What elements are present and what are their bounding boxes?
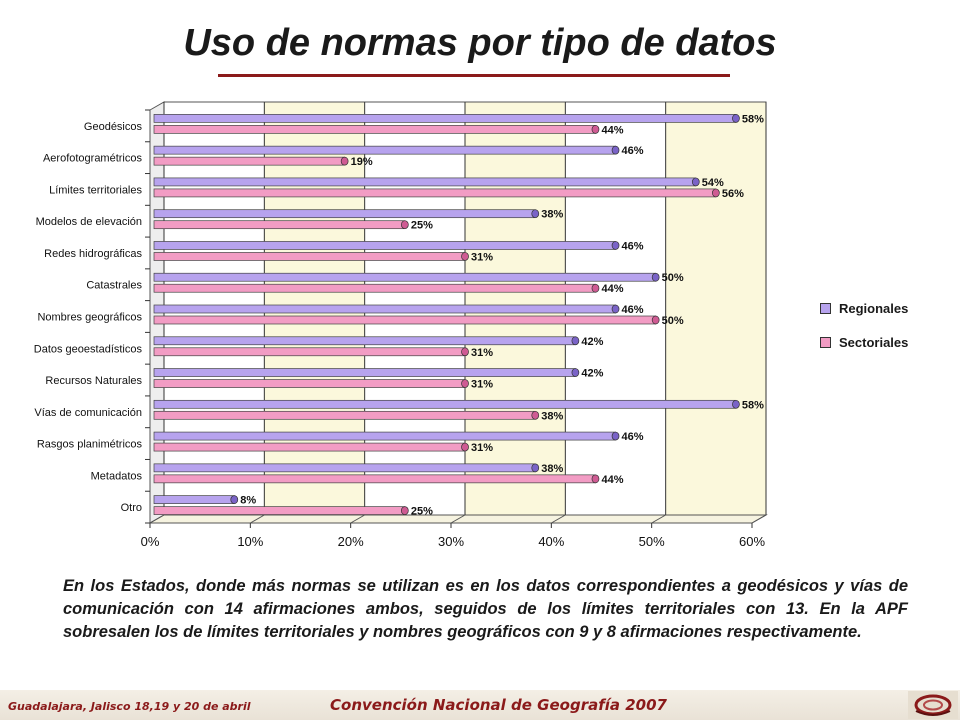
bar-cap (712, 189, 719, 197)
bar-cap (592, 284, 599, 292)
data-label: 38% (541, 208, 564, 221)
bar-cap (341, 157, 348, 165)
bar-cap (572, 369, 579, 377)
bar-cap (532, 411, 539, 419)
y-tick-label: Recursos Naturales (45, 375, 142, 388)
bar-sectoriales (154, 475, 595, 483)
bar-sectoriales (154, 189, 716, 197)
x-tick-label: 60% (738, 534, 766, 549)
bar-regionales (154, 464, 535, 472)
legend-swatch-sectoriales (820, 337, 831, 348)
bar-sectoriales (154, 348, 465, 356)
bar-regionales (154, 369, 575, 377)
bar-cap (692, 178, 699, 186)
bar-regionales (154, 496, 234, 504)
x-tick-label: 50% (638, 534, 665, 549)
data-label: 31% (471, 251, 494, 264)
bar-sectoriales (154, 411, 535, 419)
bar-sectoriales (154, 252, 465, 260)
bar-cap (462, 443, 469, 451)
legend-item-regionales (820, 300, 908, 316)
bar-cap (732, 114, 739, 122)
x-tick-label: 20% (337, 534, 364, 549)
data-label: 44% (601, 124, 624, 137)
bar-regionales (154, 241, 616, 249)
bar-cap (572, 337, 579, 345)
bar-regionales (154, 114, 736, 122)
y-tick-label: Otro (120, 502, 142, 515)
legend-label-sectoriales: Sectoriales (839, 334, 909, 350)
bar-cap (652, 273, 659, 281)
data-label: 46% (621, 240, 644, 253)
bar-sectoriales (154, 380, 465, 388)
y-tick-label: Límites territoriales (49, 184, 142, 197)
bar-cap (612, 432, 619, 440)
caption-text: En los Estados, donde más normas se utilizan es en los datos correspondientes a geodésicos y vías de comunicación con 14 afirmaciones ambos, seguidos de los límites territoriales con 13. En la APF sobresalen los de límites territoriales y nombres geográficos con 9 y 8 afirmaciones respectivamente. (63, 577, 908, 641)
bar-cap (532, 210, 539, 218)
convention-logo-icon (908, 691, 958, 719)
y-tick-label: Modelos de elevación (35, 216, 142, 229)
y-tick-label: Catastrales (86, 279, 142, 292)
y-tick-label: Rasgos planimétricos (36, 438, 142, 451)
y-tick-label: Redes hidrográficas (44, 247, 142, 260)
data-label: 46% (621, 145, 644, 158)
footer-event: Convención Nacional de Geografía 2007 (330, 696, 667, 714)
y-tick-label: Vías de comunicación (34, 406, 142, 419)
x-tick-label: 0% (140, 534, 160, 549)
bar-regionales (154, 337, 575, 345)
x-tick-label: 30% (437, 534, 465, 549)
y-tick-label: Geodésicos (83, 120, 142, 133)
bar-regionales (154, 146, 616, 154)
bar-sectoriales (154, 125, 595, 133)
data-label: 38% (541, 462, 564, 475)
bar-sectoriales (154, 157, 345, 165)
bar-cap (592, 125, 599, 133)
page-title: Uso de normas por tipo de datos (183, 22, 777, 64)
bar-regionales (154, 178, 696, 186)
bar-cap (231, 496, 238, 504)
legend-item-sectoriales (820, 334, 908, 350)
y-tick-label: Metadatos (90, 470, 142, 483)
bar-sectoriales (154, 507, 405, 515)
bar-cap (732, 400, 739, 408)
bar-cap (652, 316, 659, 324)
bar-cap (462, 348, 469, 356)
bar-regionales (154, 432, 616, 440)
data-label: 58% (741, 399, 764, 412)
data-label: 42% (581, 367, 604, 380)
data-label: 25% (410, 219, 433, 232)
data-label: 8% (240, 494, 257, 507)
data-label: 54% (701, 176, 724, 189)
chart-legend (820, 300, 908, 368)
bar-cap (401, 507, 408, 515)
data-label: 31% (471, 378, 494, 391)
bar-cap (592, 475, 599, 483)
bar-sectoriales (154, 316, 656, 324)
bar-cap (401, 221, 408, 229)
bar-cap (612, 146, 619, 154)
plot-backwall-band (666, 102, 766, 515)
data-label: 38% (541, 410, 564, 423)
data-label: 42% (581, 335, 604, 348)
bar-regionales (154, 400, 736, 408)
y-tick-label: Datos geoestadísticos (33, 343, 142, 356)
bar-regionales (154, 210, 535, 218)
bar-sectoriales (154, 284, 595, 292)
data-label: 31% (471, 442, 494, 455)
legend-swatch-regionales (820, 303, 831, 314)
data-label: 56% (721, 187, 744, 200)
bar-chart (0, 95, 960, 565)
data-label: 50% (661, 272, 684, 285)
data-label: 19% (350, 156, 373, 169)
bar-cap (612, 241, 619, 249)
data-label: 58% (741, 113, 764, 126)
bar-sectoriales (154, 443, 465, 451)
bar-cap (462, 380, 469, 388)
title-underline (218, 74, 730, 77)
legend-label-regionales: Regionales (839, 300, 909, 316)
y-tick-label: Nombres geográficos (37, 311, 142, 324)
bar-cap (462, 252, 469, 260)
bar-cap (612, 305, 619, 313)
bar-regionales (154, 273, 656, 281)
bar-cap (532, 464, 539, 472)
data-label: 44% (601, 473, 624, 486)
data-label: 31% (471, 346, 494, 359)
data-label: 46% (621, 304, 644, 316)
data-label: 50% (661, 315, 684, 327)
bar-sectoriales (154, 221, 405, 229)
data-label: 44% (601, 283, 624, 296)
data-label: 46% (621, 431, 644, 444)
y-tick-label: Aerofotogramétricos (42, 152, 142, 165)
bar-regionales (154, 305, 616, 313)
footer-location: Guadalajara, Jalisco 18,19 y 20 de abril (8, 700, 251, 713)
x-tick-label: 40% (538, 534, 565, 549)
x-tick-label: 10% (237, 534, 264, 549)
data-label: 25% (410, 505, 433, 518)
